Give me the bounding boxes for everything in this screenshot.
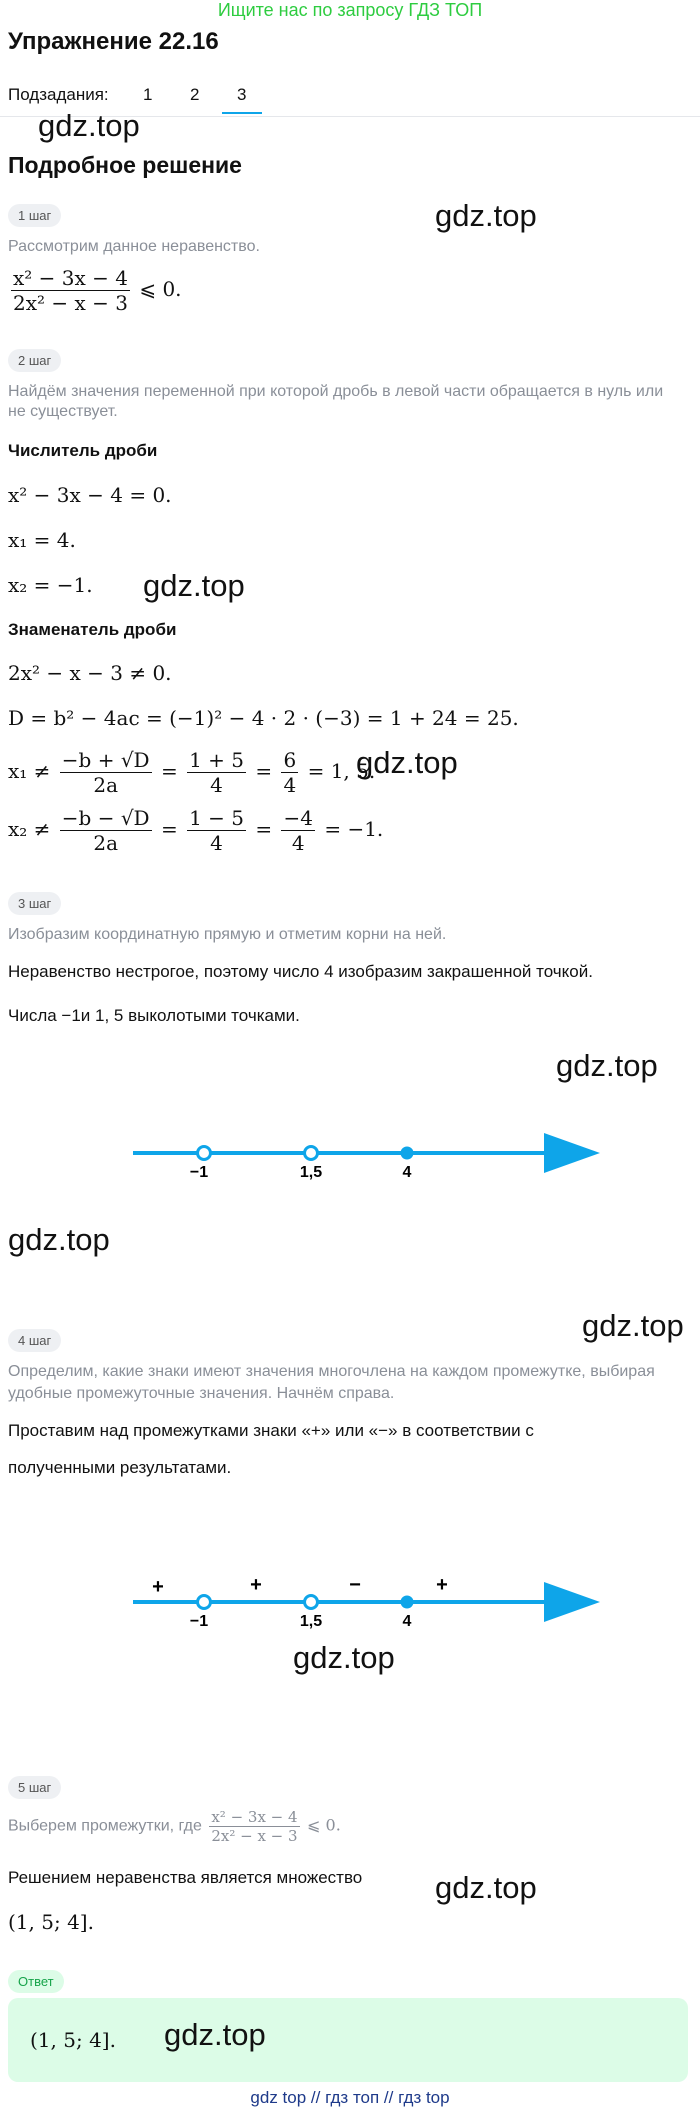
- frac-num: 6: [283, 748, 297, 772]
- denominator-title: Знаменатель дроби: [8, 620, 177, 639]
- sign-label: +: [250, 1574, 262, 1596]
- watermark: gdz.top: [8, 1222, 110, 1257]
- step-badge-5: 5 шаг: [8, 1776, 61, 1799]
- step-badge-2: 2 шаг: [8, 349, 61, 372]
- open-point: [305, 1147, 318, 1160]
- step-4-line-1: Проставим над промежутками знаки «+» или «−» в соответствии с: [8, 1421, 534, 1440]
- root-x1: x₁ = 4.: [8, 528, 76, 552]
- frac-den: 4: [210, 773, 223, 797]
- numerator-title: Числитель дроби: [8, 441, 158, 460]
- top-banner[interactable]: Ищите нас по запросу ГДЗ ТОП: [217, 0, 483, 20]
- tail: = 1, 5.: [307, 759, 376, 783]
- watermark: gdz.top: [164, 2017, 266, 2052]
- subtask-tab-3[interactable]: 3: [237, 85, 247, 104]
- step-3-line-1: Неравенство нестрогое, поэтому число 4 изобразим закрашенной точкой.: [8, 962, 593, 981]
- watermark: gdz.top: [582, 1308, 684, 1343]
- watermark: gdz.top: [435, 198, 537, 233]
- root-x2: x₂ = −1.: [8, 573, 93, 597]
- step-5-line-1: Решением неравенства является множество: [8, 1868, 363, 1887]
- step-2-text-2: не существует.: [8, 403, 118, 420]
- sign-label: −: [349, 1574, 361, 1596]
- footer-links[interactable]: gdz top // гдз топ // гдз top: [250, 2088, 450, 2107]
- tick-label: 4: [402, 1613, 412, 1630]
- answer-badge: Ответ: [8, 1970, 64, 1993]
- fraction-denominator: 2x² − x − 3: [13, 291, 128, 315]
- step-4-text-1: Определим, какие знаки имеют значения многочлена на каждом промежутке, выбирая: [8, 1363, 655, 1380]
- watermark: gdz.top: [143, 568, 245, 603]
- frac-den: 4: [283, 773, 297, 797]
- lhs: x₂ ≠: [8, 817, 51, 841]
- step-4-text-2: удобные промежуточные значения. Начнём справа.: [8, 1385, 395, 1402]
- frac-num: −4: [283, 806, 313, 830]
- relation: ⩽ 0.: [139, 277, 182, 301]
- step-5-text: [8, 1808, 341, 1845]
- tick-label: −1: [189, 1613, 209, 1630]
- open-point: [198, 1596, 211, 1609]
- frac-num: 1 − 5: [189, 806, 244, 830]
- step-3-text: Изобразим координатную прямую и отметим корни на ней.: [8, 926, 447, 943]
- frac-num: x² − 3x − 4: [211, 1808, 298, 1826]
- equation-denominator: 2x² − x − 3 ≠ 0.: [8, 661, 172, 685]
- frac-den: 2x² − x − 3: [211, 1827, 298, 1845]
- lhs: x₁ ≠: [8, 759, 51, 783]
- page-title: Упражнение 22.16: [8, 28, 219, 55]
- number-line-2: [0, 1565, 700, 1640]
- subtasks-label: Подзадания:: [8, 85, 109, 104]
- fraction-numerator: x² − 3x − 4: [13, 266, 128, 290]
- filled-point: [401, 1596, 414, 1609]
- step-2-text-1: Найдём значения переменной при которой дробь в левой части обращается в нуль или: [8, 383, 664, 400]
- watermark: gdz.top: [356, 745, 458, 780]
- tick-label: 1,5: [299, 1613, 323, 1630]
- step-1-text: Рассмотрим данное неравенство.: [8, 238, 260, 255]
- relation: ⩽ 0.: [307, 1815, 341, 1835]
- equation-numerator: x² − 3x − 4 = 0.: [8, 483, 172, 507]
- frac-num: −b + √D: [61, 748, 150, 772]
- frac-den: 2a: [93, 831, 119, 855]
- frac-num: 1 + 5: [189, 748, 244, 772]
- section-title: Подробное решение: [8, 152, 242, 178]
- step-1-inequality: [8, 266, 182, 315]
- subtask-tab-1[interactable]: 1: [143, 85, 153, 104]
- open-point: [305, 1596, 318, 1609]
- step-badge-1: 1 шаг: [8, 204, 61, 227]
- tick-label: 4: [402, 1164, 412, 1181]
- step-5-text-label: Выберем промежутки, где: [8, 1817, 202, 1835]
- watermark: gdz.top: [556, 1048, 658, 1083]
- root-formula-2: x₂ ≠ $\frac{-b - √D}{2a}$ = $\frac{1 - 5}{4}$ = $\frac{-4}{4}$ = −1.: [8, 806, 384, 855]
- active-tab-indicator: [222, 112, 262, 114]
- watermark: gdz.top: [293, 1640, 395, 1675]
- filled-point: [401, 1147, 414, 1160]
- tick-label: 1,5: [299, 1164, 323, 1181]
- tail: = −1.: [324, 817, 384, 841]
- subtask-tab-2[interactable]: 2: [190, 85, 200, 104]
- step-badge-3: 3 шаг: [8, 892, 61, 915]
- frac-den: 4: [210, 831, 223, 855]
- step-5-result: (1, 5; 4].: [8, 1910, 94, 1934]
- watermark: gdz.top: [435, 1870, 537, 1905]
- watermark: gdz.top: [38, 108, 140, 143]
- frac-num: −b − √D: [61, 806, 150, 830]
- sign-label: +: [436, 1574, 448, 1596]
- step-badge-4: 4 шаг: [8, 1329, 61, 1352]
- frac-den: 4: [291, 831, 305, 855]
- step-4-line-2: полученными результатами.: [8, 1458, 232, 1477]
- sign-label: +: [152, 1576, 164, 1598]
- discriminant: D = b² − 4ac = (−1)² − 4 · 2 · (−3) = 1 + 24 = 25.: [8, 706, 519, 730]
- answer-value: (1, 5; 4].: [30, 2028, 116, 2052]
- tick-label: −1: [189, 1164, 209, 1181]
- root-formula-1: x₁ ≠ $\frac{-b + √D}{2a}$ = $\frac{1 + 5}{4}$ = $\frac{6}{4}$ = 1, 5.: [8, 748, 376, 797]
- frac-den: 2a: [93, 773, 119, 797]
- open-point: [198, 1147, 211, 1160]
- number-line-1: [0, 1120, 700, 1200]
- step-3-line-2: Числа −1и 1, 5 выколотыми точками.: [8, 1006, 300, 1025]
